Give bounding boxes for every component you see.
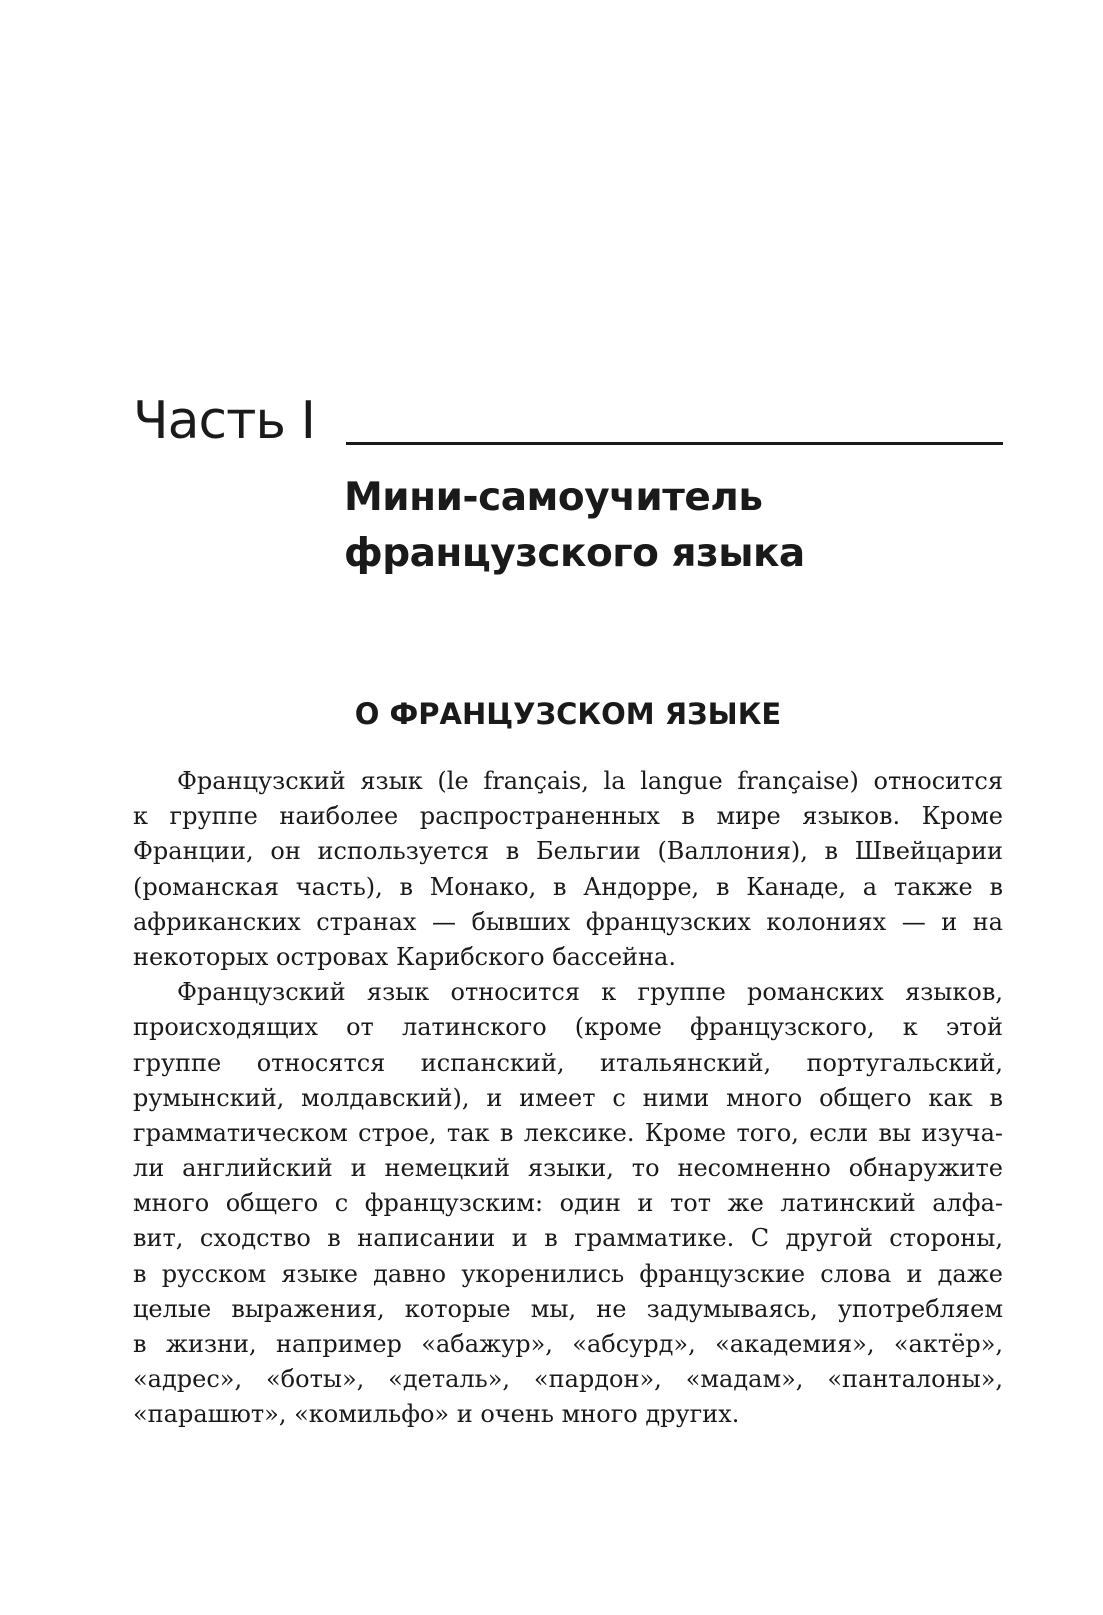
- part-label: Часть I: [133, 391, 315, 451]
- text-line: Французский язык (le français, la langue française) относится: [177, 767, 1003, 795]
- text-line: в жизни, например «абажур», «абсурд», «академия», «актёр»,: [133, 1330, 1003, 1358]
- text-line: ли английский и немецкий языки, то несомненно обнаружите: [133, 1154, 1003, 1183]
- text-line: много общего с французским: один и тот же латинский алфа-: [133, 1189, 1003, 1218]
- section-heading: О ФРАНЦУЗСКОМ ЯЗЫКЕ: [354, 697, 782, 731]
- subtitle-line-2: французского языка: [344, 531, 805, 576]
- text-line: грамматическом строе, так в лексике. Кроме того, если вы изуча-: [133, 1118, 1003, 1147]
- part-rule-divider: [346, 442, 1003, 445]
- text-line: вит, сходство в написании и в грамматике. С другой стороны,: [133, 1224, 1003, 1253]
- text-line: целые выражения, которые мы, не задумываясь, употребляем: [133, 1294, 1003, 1323]
- subtitle-line-1: Мини-самоучитель: [344, 475, 763, 520]
- body-text: [133, 764, 1003, 1433]
- text-line: к группе наиболее распространенных в мире языков. Кроме: [133, 802, 1003, 831]
- text-line: «парашют», «комильфо» и очень много других.: [133, 1400, 740, 1429]
- chapter-subtitle: [344, 470, 984, 582]
- text-line: румынский, молдавский), и имеет с ними много общего как в: [133, 1083, 1003, 1112]
- text-line: некоторых островах Карибского бассейна.: [133, 942, 676, 971]
- text-line: (романская часть), в Монако, в Андорре, в Канаде, а также в: [133, 872, 1003, 901]
- text-line: Французский язык относится к группе романских языков,: [177, 978, 1003, 1007]
- text-line: «адрес», «боты», «деталь», «пардон», «мадам», «панталоны»,: [133, 1365, 1003, 1394]
- part-header: [133, 386, 1003, 456]
- text-line: происходящих от латинского (кроме французского, к этой: [133, 1013, 1003, 1042]
- paragraph-2: [133, 975, 1003, 1432]
- text-line: африканских странах — бывших французских колониях — и на: [133, 907, 1003, 936]
- text-line: группе относятся испанский, итальянский, португальский,: [133, 1048, 1003, 1077]
- text-line: Франции, он используется в Бельгии (Валлония), в Швейцарии: [133, 837, 1003, 866]
- text-line: в русском языке давно укоренились французские слова и даже: [133, 1259, 1003, 1288]
- paragraph-1: [133, 764, 1003, 975]
